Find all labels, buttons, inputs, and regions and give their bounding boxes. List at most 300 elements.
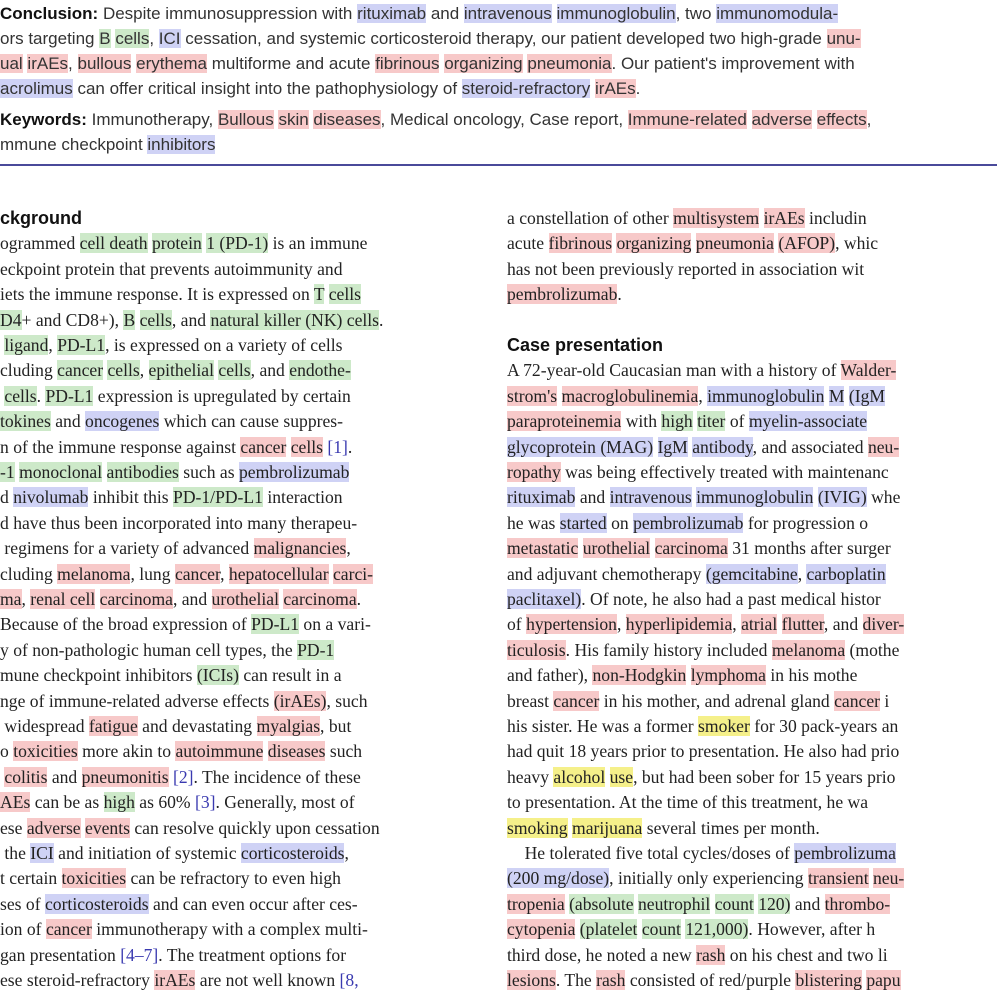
text-line xyxy=(0,231,367,255)
highlighted-term: cancer xyxy=(834,691,881,711)
text-run: , xyxy=(616,614,626,634)
highlighted-term: carcinoma xyxy=(283,589,357,609)
abstract-block xyxy=(0,0,997,164)
highlighted-term: neu- xyxy=(873,868,905,888)
text-run: for 30 pack-years an xyxy=(749,716,899,736)
text-run: , but xyxy=(320,716,352,736)
highlighted-term: T xyxy=(313,284,325,304)
text-line xyxy=(0,739,362,763)
text-run: A 72-year-old Caucasian man with a history of xyxy=(507,360,841,380)
text-line xyxy=(507,384,885,408)
highlighted-term: count xyxy=(641,919,681,939)
highlighted-term: steroid-refractory xyxy=(461,79,591,98)
highlighted-term: rash xyxy=(596,970,626,990)
highlighted-term: titer xyxy=(697,411,726,431)
text-run: can offer critical insight into the pathophysiology of xyxy=(72,79,462,98)
keywords-line xyxy=(0,108,871,132)
highlighted-term: PD-1 xyxy=(297,640,335,660)
highlighted-term: (200 mg/dose) xyxy=(507,868,610,888)
highlighted-term: urothelial xyxy=(211,589,279,609)
text-run: inhibit this xyxy=(88,487,174,507)
text-run: includin xyxy=(804,208,867,228)
text-line xyxy=(507,689,889,713)
highlighted-term: melanoma xyxy=(771,640,846,660)
text-run: whe xyxy=(866,487,901,507)
highlighted-term: effects xyxy=(816,110,867,129)
text-run: on xyxy=(606,513,634,533)
text-run: such as xyxy=(178,462,239,482)
highlighted-term: hepatocellular xyxy=(228,564,329,584)
section-label: Case presentation xyxy=(507,335,664,355)
text-run: + xyxy=(21,310,32,330)
text-run xyxy=(759,208,763,228)
text-run: , such xyxy=(326,691,368,711)
highlighted-term: pneumonia xyxy=(695,233,774,253)
abstract-label: Conclusion: xyxy=(0,4,99,23)
text-run: interaction xyxy=(262,487,343,507)
highlighted-term: (platelet xyxy=(579,919,638,939)
text-line xyxy=(507,612,904,636)
highlighted-term: ual xyxy=(0,54,23,73)
text-line xyxy=(0,358,351,382)
highlighted-term: irAEs xyxy=(27,54,69,73)
text-line xyxy=(507,841,896,865)
text-line xyxy=(507,638,899,662)
highlighted-term: carcinoma xyxy=(99,589,173,609)
citation-link[interactable]: [3] xyxy=(194,792,216,812)
text-run: , and xyxy=(250,360,290,380)
highlighted-term: 1 (PD-1) xyxy=(206,233,269,253)
highlighted-term: myelin-associate xyxy=(748,411,868,431)
text-run: , but had been sober for 15 years prio xyxy=(633,767,896,787)
text-line xyxy=(507,282,622,306)
highlighted-term: (ICIs) xyxy=(196,665,239,685)
text-line xyxy=(0,866,341,890)
text-line xyxy=(0,612,371,636)
text-run: and xyxy=(426,4,464,23)
highlighted-term: alcohol xyxy=(553,767,606,787)
highlighted-term: pembrolizumab xyxy=(507,284,618,304)
highlighted-term: (IVIG) xyxy=(817,487,867,507)
text-line xyxy=(0,308,383,332)
text-run: can be as xyxy=(30,792,104,812)
text-line xyxy=(507,917,875,941)
highlighted-term: erythema xyxy=(136,54,207,73)
highlighted-term: inhibitors xyxy=(147,135,216,154)
text-line xyxy=(507,485,900,509)
highlighted-term: oncogenes xyxy=(85,411,160,431)
highlighted-term: pneumonitis xyxy=(81,767,169,787)
text-run: can result in a xyxy=(238,665,342,685)
text-run: d xyxy=(0,487,14,507)
conclusion-line xyxy=(0,52,855,76)
citation-link[interactable]: [8, xyxy=(339,970,359,990)
text-run: t certain xyxy=(0,868,62,888)
text-run: . xyxy=(379,310,384,330)
highlighted-term: use xyxy=(609,767,634,787)
highlighted-term: pneumonia xyxy=(527,54,612,73)
abstract-label: Keywords: xyxy=(0,110,87,129)
highlighted-term: myalgias xyxy=(256,716,321,736)
text-run: , xyxy=(346,538,351,558)
highlighted-term: neu- xyxy=(867,437,900,457)
text-run: for progression o xyxy=(743,513,869,533)
highlighted-term: AEs xyxy=(0,792,31,812)
text-run: . The xyxy=(555,970,597,990)
highlighted-term: tokines xyxy=(0,411,51,431)
highlighted-term: events xyxy=(85,818,130,838)
highlighted-term: urothelial xyxy=(582,538,651,558)
highlighted-term: PD-L1 xyxy=(45,386,94,406)
text-run: and initiation of systemic xyxy=(53,843,241,863)
text-line xyxy=(507,231,878,255)
text-run: , and associated xyxy=(752,437,868,457)
text-run: , xyxy=(344,843,349,863)
highlighted-term: immunomodula- xyxy=(716,4,839,23)
highlighted-term: flutter xyxy=(781,614,824,634)
text-run: and adjuvant chemotherapy xyxy=(507,564,706,584)
text-run: . xyxy=(356,589,362,609)
highlighted-term: diver- xyxy=(862,614,905,634)
text-run: , and xyxy=(823,614,863,634)
text-line xyxy=(507,765,895,789)
text-run: Immunotherapy, xyxy=(86,110,218,129)
text-run: , lung xyxy=(130,564,175,584)
text-line xyxy=(0,841,349,865)
text-line xyxy=(0,943,346,967)
text-line xyxy=(507,511,868,535)
text-run: can be refractory to even high xyxy=(126,868,341,888)
highlighted-term: 120) xyxy=(758,894,791,914)
text-run: in his mothe xyxy=(765,665,858,685)
text-run: ese xyxy=(0,818,27,838)
highlighted-term: immunoglobulin xyxy=(696,487,814,507)
text-run: and xyxy=(575,487,610,507)
citation-link[interactable]: [2] xyxy=(173,767,194,787)
highlighted-term: -1 xyxy=(0,462,15,482)
highlighted-term: ICI xyxy=(158,29,181,48)
text-run: with xyxy=(621,411,662,431)
highlighted-term: blistering xyxy=(795,970,862,990)
text-run: has not been previously reported in association wit xyxy=(507,259,865,279)
text-run: , xyxy=(21,589,31,609)
text-run: Despite immunosuppression with xyxy=(98,4,358,23)
citation-link[interactable]: [4–7] xyxy=(120,945,159,965)
highlighted-term: adverse xyxy=(26,818,81,838)
text-line xyxy=(507,257,864,281)
highlighted-term: carboplatin xyxy=(806,564,886,584)
text-run: such xyxy=(325,741,363,761)
highlighted-term: count xyxy=(714,894,754,914)
highlighted-term: rituximab xyxy=(357,4,427,23)
text-line xyxy=(507,866,904,890)
text-line xyxy=(507,206,867,230)
highlighted-term: fatigue xyxy=(88,716,138,736)
highlighted-term: marijuana xyxy=(572,818,643,838)
highlighted-term: adverse xyxy=(751,110,813,129)
highlighted-term: cancer xyxy=(45,919,92,939)
highlighted-term: paraproteinemia xyxy=(507,411,622,431)
text-run: and CD8+), xyxy=(31,310,124,330)
text-run: eckpoint protein that prevents autoimmunity and xyxy=(0,259,343,279)
text-run: is an immune xyxy=(268,233,368,253)
text-run xyxy=(557,386,561,406)
text-run: . xyxy=(635,79,641,98)
text-line xyxy=(0,460,349,484)
text-run: as 60% xyxy=(134,792,195,812)
highlighted-term: cancer xyxy=(553,691,600,711)
text-run: i xyxy=(880,691,890,711)
text-run: ses of xyxy=(0,894,45,914)
conclusion-line xyxy=(0,2,838,26)
highlighted-term: malignancies xyxy=(253,538,347,558)
highlighted-term: cancer xyxy=(240,437,287,457)
text-line xyxy=(507,892,890,916)
text-line xyxy=(0,511,357,535)
text-run: n of the immune response against xyxy=(0,437,241,457)
text-line xyxy=(507,714,898,738)
text-line xyxy=(507,790,868,814)
text-run: , xyxy=(48,335,58,355)
highlighted-term: epithelial xyxy=(148,360,214,380)
text-run: immunotherapy with a complex multi- xyxy=(91,919,368,939)
section-divider xyxy=(0,164,997,166)
text-run: . xyxy=(36,386,46,406)
text-run: was being effectively treated with maintenanc xyxy=(560,462,889,482)
text-run: . The incidence of these xyxy=(193,767,361,787)
highlighted-term: unu- xyxy=(826,29,861,48)
highlighted-term: acrolimus xyxy=(0,79,73,98)
text-run xyxy=(650,538,654,558)
keywords-line xyxy=(0,133,215,157)
text-run xyxy=(95,589,99,609)
highlighted-term: Walder- xyxy=(840,360,897,380)
text-run: consisted of red/purple xyxy=(625,970,796,990)
highlighted-term: strom's xyxy=(507,386,558,406)
highlighted-term: intravenous xyxy=(463,4,552,23)
highlighted-term: monoclonal xyxy=(19,462,103,482)
text-run: . His family history included xyxy=(565,640,772,660)
text-run: nge of immune-related adverse effects xyxy=(0,691,274,711)
text-run: . Of note, he also had a past medical histor xyxy=(581,589,881,609)
text-run: . However, after h xyxy=(748,919,876,939)
text-run: to presentation. At the time of this treatment, he wa xyxy=(507,792,869,812)
text-run: in his mother, and adrenal gland xyxy=(599,691,835,711)
text-run: on a vari- xyxy=(299,614,371,634)
highlighted-term: rituximab xyxy=(507,487,576,507)
highlighted-term: antibodies xyxy=(106,462,179,482)
text-run xyxy=(653,437,657,457)
highlighted-term: ma xyxy=(0,589,22,609)
text-run: . xyxy=(617,284,622,304)
highlighted-term: intravenous xyxy=(609,487,692,507)
highlighted-term: hyperlipidemia xyxy=(625,614,733,634)
text-run: and xyxy=(50,411,86,431)
text-run: regimens for a variety of advanced xyxy=(0,538,254,558)
highlighted-term: melanoma xyxy=(57,564,131,584)
highlighted-term: PD-L1 xyxy=(251,614,300,634)
highlighted-term: tropenia xyxy=(507,894,565,914)
text-run: , xyxy=(220,564,229,584)
text-run: y of non-pathologic human cell types, the xyxy=(0,640,298,660)
highlighted-term: carci- xyxy=(332,564,374,584)
text-line xyxy=(507,358,896,382)
text-run: . Generally, most of xyxy=(215,792,355,812)
highlighted-term: cells xyxy=(218,360,251,380)
text-line xyxy=(507,587,881,611)
highlighted-term: pembrolizuma xyxy=(794,843,896,863)
highlighted-term: metastatic xyxy=(507,538,579,558)
text-run: and xyxy=(47,767,82,787)
text-run xyxy=(747,110,752,129)
text-line xyxy=(0,663,342,687)
highlighted-term: cancer xyxy=(174,564,221,584)
text-run: cluding xyxy=(0,360,58,380)
highlighted-term: cancer xyxy=(57,360,104,380)
highlighted-term: cytopenia xyxy=(507,919,576,939)
text-line xyxy=(507,435,899,459)
text-run: heavy xyxy=(507,767,554,787)
highlighted-term: (IgM xyxy=(848,386,886,406)
highlighted-term: endothe- xyxy=(289,360,351,380)
highlighted-term: neutrophil xyxy=(637,894,711,914)
highlighted-term: cells xyxy=(328,284,361,304)
text-run: and devastating xyxy=(137,716,257,736)
highlighted-term: cells xyxy=(107,360,140,380)
text-run: widespread xyxy=(0,716,89,736)
highlighted-term: (irAEs) xyxy=(273,691,327,711)
highlighted-term: ticulosis xyxy=(507,640,566,660)
highlighted-term: lesions xyxy=(507,970,556,990)
highlighted-term: PD-1/PD-L1 xyxy=(173,487,263,507)
text-run: more akin to xyxy=(77,741,176,761)
text-run: , xyxy=(866,110,872,129)
text-run: multiforme and acute xyxy=(206,54,376,73)
text-run: the xyxy=(0,843,31,863)
text-run: ogrammed xyxy=(0,233,80,253)
text-line xyxy=(0,790,355,814)
highlighted-term: paclitaxel) xyxy=(507,589,582,609)
text-run: , Medical oncology, Case report, xyxy=(380,110,628,129)
text-run: cessation, and systemic corticosteroid therapy, our patient developed two high-grade xyxy=(180,29,827,48)
highlighted-term: antibody xyxy=(692,437,753,457)
text-run: of xyxy=(507,614,527,634)
text-line xyxy=(507,333,663,357)
highlighted-term: hypertension xyxy=(526,614,617,634)
highlighted-term: toxicities xyxy=(13,741,78,761)
text-run: , and xyxy=(172,589,212,609)
highlighted-term: transient xyxy=(808,868,869,888)
text-line xyxy=(0,384,351,408)
text-line xyxy=(507,968,901,992)
conclusion-line xyxy=(0,27,861,51)
highlighted-term: renal cell xyxy=(30,589,96,609)
highlighted-term: pembrolizumab xyxy=(633,513,744,533)
highlighted-term: high xyxy=(103,792,135,812)
highlighted-term: IgM xyxy=(657,437,688,457)
highlighted-term: diseases xyxy=(313,110,381,129)
highlighted-term: (absolute xyxy=(569,894,634,914)
highlighted-term: papu xyxy=(866,970,901,990)
text-run: . The treatment options for xyxy=(158,945,347,965)
text-run: ors targeting xyxy=(0,29,100,48)
text-run: , is expressed on a variety of cells xyxy=(105,335,343,355)
text-line xyxy=(0,435,352,459)
highlighted-term: skin xyxy=(278,110,309,129)
highlighted-term: cells xyxy=(290,437,323,457)
text-line xyxy=(0,968,359,992)
highlighted-term: bullous xyxy=(77,54,132,73)
text-run: mune checkpoint inhibitors xyxy=(0,665,197,685)
text-line xyxy=(507,562,886,586)
text-run: cluding xyxy=(0,564,58,584)
text-line xyxy=(0,206,82,230)
text-run xyxy=(605,767,609,787)
text-line xyxy=(0,536,351,560)
text-line xyxy=(0,409,343,433)
highlighted-term: atrial xyxy=(741,614,778,634)
highlighted-term: Immune-related xyxy=(627,110,747,129)
highlighted-term: fibrinous xyxy=(375,54,440,73)
highlighted-term: carcinoma xyxy=(654,538,728,558)
highlighted-term: irAEs xyxy=(154,970,196,990)
text-run: and can even occur after ces- xyxy=(148,894,358,914)
highlighted-term: ropathy xyxy=(507,462,561,482)
text-line xyxy=(507,943,888,967)
text-run: , initially only experiencing xyxy=(609,868,808,888)
citation-link[interactable]: [1] xyxy=(327,437,348,457)
highlighted-term: 121,000) xyxy=(685,919,749,939)
highlighted-term: thrombo- xyxy=(824,894,891,914)
highlighted-term: Bullous xyxy=(217,110,274,129)
highlighted-term: corticosteroids xyxy=(44,894,149,914)
text-line xyxy=(0,892,358,916)
text-run: a constellation of other xyxy=(507,208,674,228)
text-line xyxy=(0,282,361,306)
highlighted-term: cells xyxy=(4,386,37,406)
text-run xyxy=(777,614,781,634)
highlighted-term: colitis xyxy=(4,767,48,787)
conclusion-line xyxy=(0,77,640,101)
text-line xyxy=(0,587,361,611)
text-line xyxy=(0,638,334,662)
text-line xyxy=(507,663,857,687)
text-line xyxy=(507,816,820,840)
highlighted-term: B xyxy=(123,310,136,330)
highlighted-term: irAEs xyxy=(595,79,636,98)
text-run xyxy=(552,4,557,23)
highlighted-term: cells xyxy=(139,310,172,330)
highlighted-term: (AFOP) xyxy=(778,233,836,253)
text-run: , xyxy=(68,54,78,73)
highlighted-term: cells xyxy=(115,29,150,48)
text-run: of xyxy=(725,411,749,431)
text-run: , whic xyxy=(835,233,879,253)
text-run: ese steroid-refractory xyxy=(0,970,155,990)
highlighted-term: nivolumab xyxy=(13,487,89,507)
text-run: third dose, he noted a new xyxy=(507,945,697,965)
text-run: breast xyxy=(507,691,554,711)
text-run: . Our patient's improvement with xyxy=(611,54,855,73)
highlighted-term: autoimmune xyxy=(175,741,264,761)
text-run xyxy=(102,462,106,482)
text-line xyxy=(0,714,351,738)
text-run: , xyxy=(149,29,159,48)
text-line xyxy=(0,257,343,281)
text-line xyxy=(507,536,891,560)
highlighted-term: PD-L1 xyxy=(57,335,106,355)
text-run: acute xyxy=(507,233,549,253)
